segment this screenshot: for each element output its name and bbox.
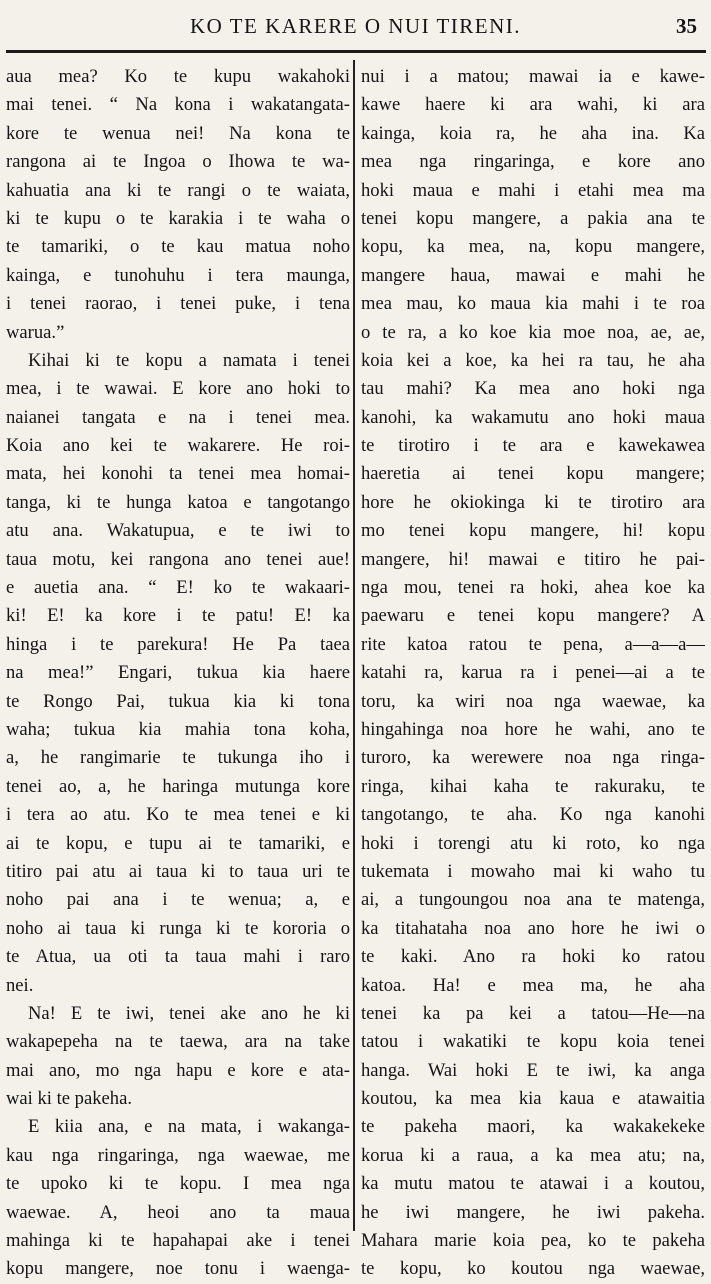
text-line: hoki i torengi atu ki roto, ko nga — [361, 832, 705, 854]
text-line: ai, a tungoungou noa ana te matenga, — [361, 889, 705, 911]
text-line: mangere, hi! mawai e titiro he pai- — [361, 548, 705, 570]
text-line: taua motu, kei rangona ano tenei aue! — [6, 548, 350, 570]
text-line: aua mea? Ko te kupu wakahoki — [6, 66, 350, 87]
text-line: te Rongo Pai, tukua kia ki tona — [6, 690, 350, 712]
text-line: i tera ao atu. Ko te mea tenei e ki — [6, 804, 350, 826]
text-line: te kaki. Ano ra hoki ko ratou — [361, 946, 705, 968]
text-line: katahi ra, karua ra i penei—ai a te — [361, 662, 705, 684]
text-line: E kiia ana, e na mata, i wakanga- — [28, 1116, 350, 1138]
text-line: ka mutu matou te atawai i a koutou, — [361, 1173, 705, 1195]
text-line: hinga i te parekura! He Pa taea — [6, 633, 350, 655]
text-line: noho pai ana i te wenua; a, e — [6, 889, 350, 911]
page-header — [0, 0, 711, 52]
text-line: kore te wenua nei! Na kona te — [6, 122, 350, 144]
text-line: a, he rangimarie te tukunga iho i — [6, 747, 350, 769]
text-line: mahinga ki te hapahapai ake i tenei — [6, 1230, 350, 1252]
text-line: ai te kopu, e tupu ai te tamariki, e — [6, 832, 350, 854]
text-line: te pakeha maori, ka wakakekeke — [361, 1116, 705, 1138]
text-line: turoro, ka werewere noa nga ringa- — [361, 747, 705, 769]
text-line: titiro pai atu ai taua ki to taua uri te — [6, 860, 350, 882]
header-rule — [6, 50, 706, 53]
text-line: o te ra, a ko koe kia moe noa, ae, ae, — [361, 321, 705, 343]
text-line: hanga. Wai hoki E te iwi, ka anga — [361, 1059, 705, 1081]
text-line: Koia ano kei te wakarere. He roi- — [6, 435, 350, 457]
text-line: waha; tukua kia mahia tona koha, — [6, 718, 350, 740]
text-line: toru, ka wiri noa nga waewae, ka — [361, 690, 705, 712]
text-line: tangotango, te aha. Ko nga kanohi — [361, 804, 705, 826]
text-line: korua ki a raua, a ka mea atu; na, — [361, 1144, 705, 1166]
text-line: koutou, ka mea kia kaua e atawaitia — [361, 1088, 705, 1110]
text-line: rangona ai te Ingoa o Ihowa te wa- — [6, 151, 350, 173]
text-line: tukemata i mowaho mai ki waho tu — [361, 860, 705, 882]
text-line: nui i a matou; mawai ia e kawe- — [361, 66, 705, 87]
text-line: hore he okiokinga ki te tirotiro ara — [361, 491, 705, 513]
text-line: rite katoa ratou te pena, a—a—a— — [361, 633, 705, 655]
text-line: noho ai taua ki runga ki te kororia o — [6, 917, 350, 939]
text-line: kahuatia ana ki te rangi o te waiata, — [6, 179, 350, 201]
text-line: mea mau, ko maua kia mahi i te roa — [361, 293, 705, 315]
text-line: na mea!” Engari, tukua kia haere — [6, 662, 350, 684]
text-line: kawe haere ki ara wahi, ki ara — [361, 94, 705, 116]
text-line: te Atua, ua oti ta taua mahi i raro — [6, 946, 350, 968]
text-line: warua.” — [6, 321, 65, 343]
text-line: te kopu, ko koutou nga waewae, — [361, 1258, 705, 1280]
left-column — [6, 63, 350, 1284]
text-line: te upoko ki te kopu. I mea nga — [6, 1173, 350, 1195]
text-line: tanga, ki te hunga katoa e tangotango — [6, 491, 350, 513]
column-divider — [353, 60, 355, 1231]
text-line: paewaru e tenei kopu mangere? A — [361, 605, 705, 627]
text-line: mai ano, mo nga hapu e kore e ata- — [6, 1059, 350, 1081]
text-line: wakapepeha na te taewa, ara na take — [6, 1031, 350, 1053]
text-line: mea nga ringaringa, e kore ano — [361, 151, 705, 173]
text-line: kopu mangere, noe tonu i waenga- — [6, 1258, 350, 1280]
text-line: Kihai ki te kopu a namata i tenei — [28, 349, 350, 371]
text-line: ringa, kihai kaha te rakuraku, te — [361, 775, 705, 797]
text-line: ki! E! ka kore i te patu! E! ka — [6, 605, 350, 627]
text-line: mata, hei konohi ta tenei mea homai- — [6, 463, 350, 485]
text-line: hoki maua e mahi i etahi mea ma — [361, 179, 705, 201]
right-column — [361, 63, 705, 1284]
text-line: tenei kopu mangere, a pakia ana te — [361, 207, 705, 229]
text-line: nei. — [6, 974, 34, 996]
text-line: te tamariki, o te kau matua noho — [6, 236, 350, 258]
text-line: i tenei raorao, i tenei puke, i tena — [6, 293, 350, 315]
text-line: Mahara marie koia pea, ko te pakeha — [361, 1230, 705, 1252]
text-line: mangere haua, mawai e mahi he — [361, 264, 705, 286]
text-line: e auetia ana. “ E! ko te wakaari- — [6, 577, 350, 599]
text-line: te tirotiro i te ara e kawekawea — [361, 435, 705, 457]
page-number: 35 — [676, 14, 697, 38]
text-line: he iwi mangere, he iwi pakeha. — [361, 1201, 705, 1223]
text-line: nga mou, tenei ra hoki, ahea koe ka — [361, 577, 705, 599]
text-line: koia kei a koe, ka hei ra tau, he aha — [361, 349, 705, 371]
text-line: kopu, ka mea, na, kopu mangere, — [361, 236, 705, 258]
text-line: ki te kupu o te karakia i te waha o — [6, 207, 350, 229]
text-line: mea, i te wawai. E kore ano hoki to — [6, 378, 350, 400]
text-line: hingahinga noa hore he wahi, ano te — [361, 718, 705, 740]
text-line: ka titahataha noa ano hore he iwi o — [361, 917, 705, 939]
text-line: mo tenei kopu mangere, hi! kopu — [361, 520, 705, 542]
text-line: haeretia ai tenei kopu mangere; — [361, 463, 705, 485]
running-title: KO TE KARERE O NUI TIRENI. — [189, 14, 522, 38]
text-line: Na! E te iwi, tenei ake ano he ki — [28, 1002, 350, 1024]
text-line: tenei ka pa kei a tatou—He—na — [361, 1002, 705, 1024]
text-line: kainga, koia ra, he aha ina. Ka — [361, 122, 705, 144]
text-line: atu ana. Wakatupua, e te iwi to — [6, 520, 350, 542]
text-line: kainga, e tunohuhu i tera maunga, — [6, 264, 350, 286]
text-line: kau nga ringaringa, nga waewae, me — [6, 1144, 350, 1166]
text-line: mai tenei. “ Na kona i wakatangata- — [6, 94, 350, 116]
text-line: kanohi, ka wakamutu ano hoki maua — [361, 406, 705, 428]
text-line: tau mahi? Ka mea ano hoki nga — [361, 378, 705, 400]
text-line: tenei ao, a, he haringa mutunga kore — [6, 775, 350, 797]
text-line: katoa. Ha! e mea ma, he aha — [361, 974, 705, 996]
text-line: wai ki te pakeha. — [6, 1088, 132, 1110]
text-line: tatou i wakatiki te kopu koia tenei — [361, 1031, 705, 1053]
text-line: waewae. A, heoi ano ta maua — [6, 1201, 350, 1223]
text-line: naianei tangata e na i tenei mea. — [6, 406, 350, 428]
